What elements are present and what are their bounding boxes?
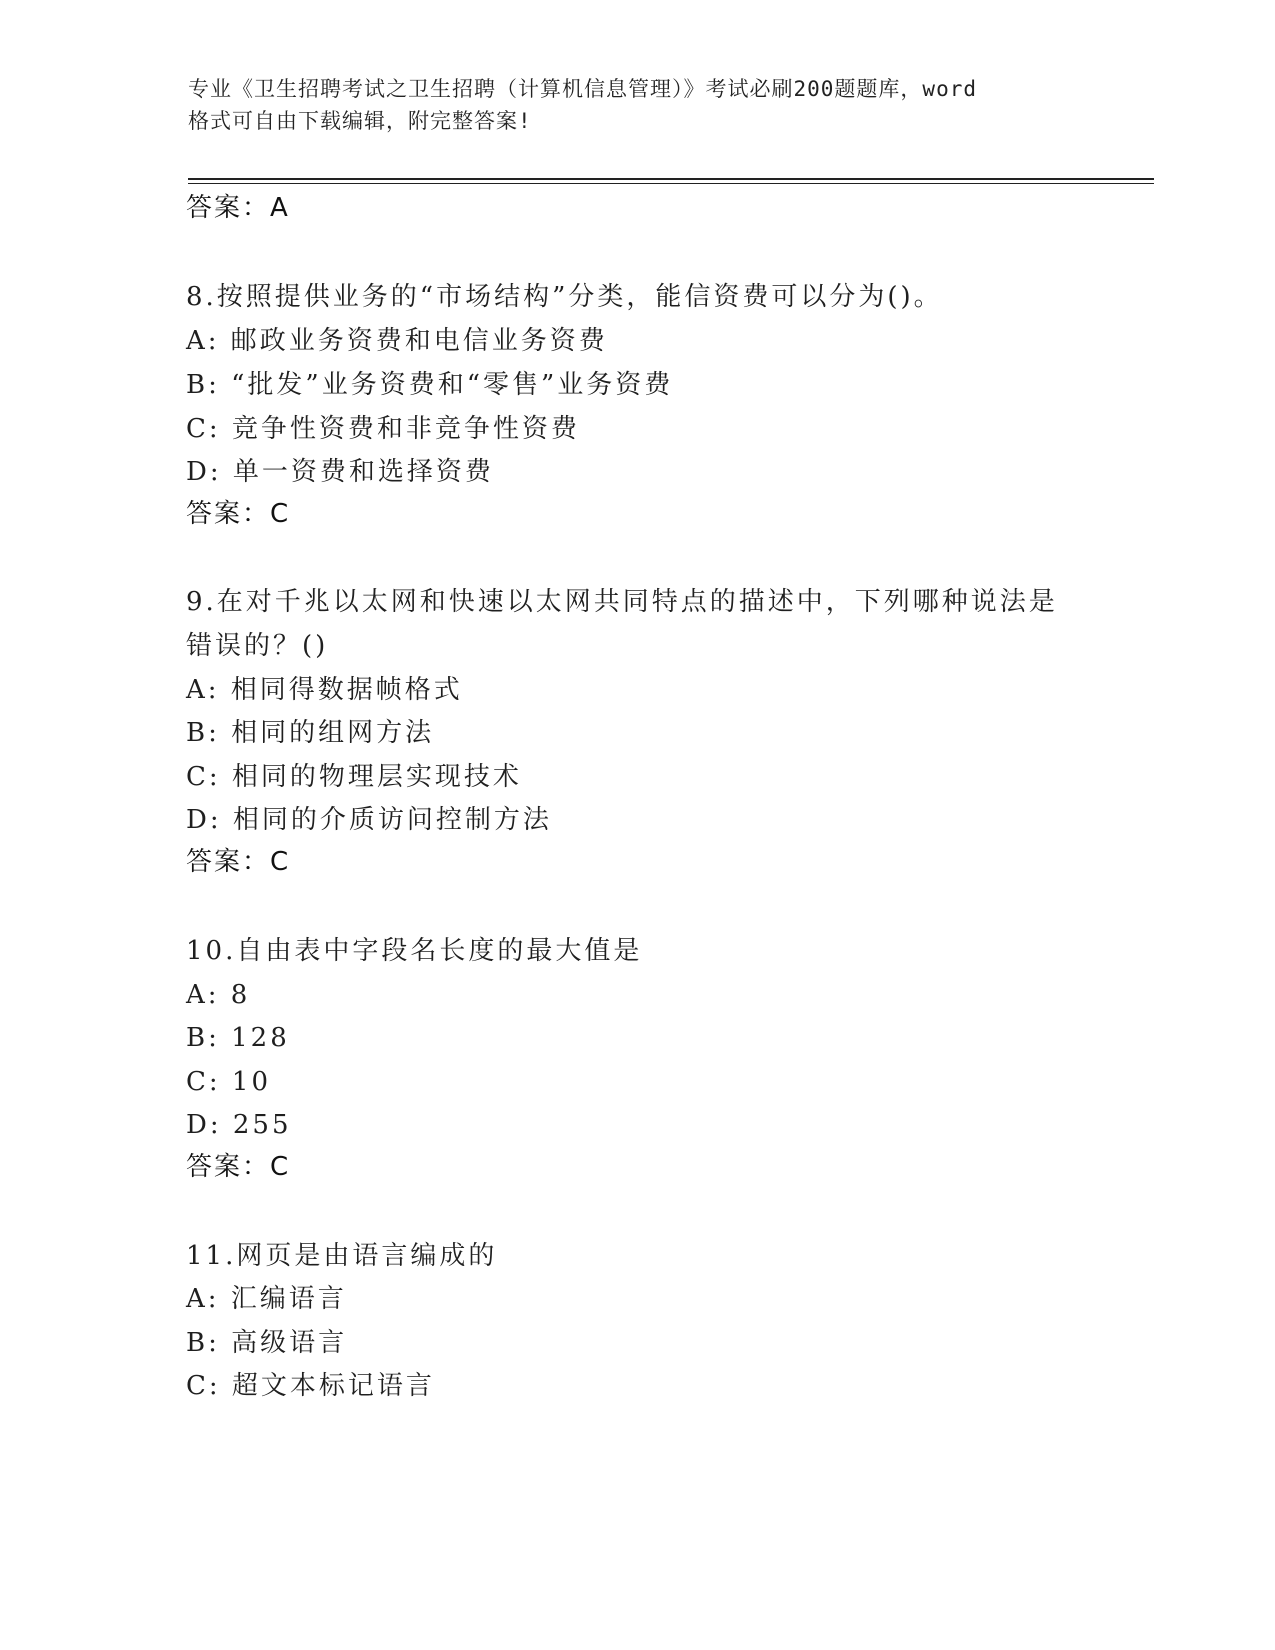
question-11-stem: 11.网页是由语言编成的: [186, 1241, 498, 1271]
question-8-answer: 答案：C: [186, 499, 291, 529]
header-rule-thin: [188, 183, 1154, 184]
question-9-option-d: D: 相同的介质访问控制方法: [186, 805, 552, 835]
question-10-stem: 10.自由表中字段名长度的最大值是: [186, 936, 643, 966]
question-9-option-a: A: 相同得数据帧格式: [186, 675, 463, 705]
question-11-option-b: B: 高级语言: [186, 1328, 348, 1358]
question-8-stem: 8.按照提供业务的“市场结构”分类，能信资费可以分为()。: [186, 282, 943, 312]
question-10-answer: 答案：C: [186, 1152, 291, 1182]
question-8-option-d: D: 单一资费和选择资费: [186, 457, 494, 487]
header-line-1: 专业《卫生招聘考试之卫生招聘（计算机信息管理）》考试必刷200题题库，word: [188, 77, 977, 101]
question-8-option-b: B: “批发”业务资费和“零售”业务资费: [186, 370, 674, 400]
header-line-2: 格式可自由下载编辑，附完整答案!: [188, 109, 532, 133]
question-10-option-a: A: 8: [186, 980, 251, 1010]
question-9-option-b: B: 相同的组网方法: [186, 718, 435, 748]
question-11-option-c: C: 超文本标记语言: [186, 1371, 435, 1401]
question-10-option-d: D: 255: [186, 1110, 292, 1140]
question-9-stem-line-1: 9.在对千兆以太网和快速以太网共同特点的描述中，下列哪种说法是: [186, 587, 1058, 617]
question-8-option-a: A: 邮政业务资费和电信业务资费: [186, 326, 608, 356]
question-9-stem-line-2: 错误的？(): [186, 631, 329, 661]
question-9-answer: 答案：C: [186, 847, 291, 877]
header-rule-thick: [188, 178, 1154, 180]
question-8-option-c: C: 竞争性资费和非竞争性资费: [186, 414, 580, 444]
previous-answer: 答案：A: [186, 193, 290, 223]
question-10-option-b: B: 128: [186, 1023, 290, 1053]
question-10-option-c: C: 10: [186, 1067, 272, 1097]
question-9-option-c: C: 相同的物理层实现技术: [186, 762, 522, 792]
document-header: [188, 73, 1088, 137]
question-11-option-a: A: 汇编语言: [186, 1284, 347, 1314]
